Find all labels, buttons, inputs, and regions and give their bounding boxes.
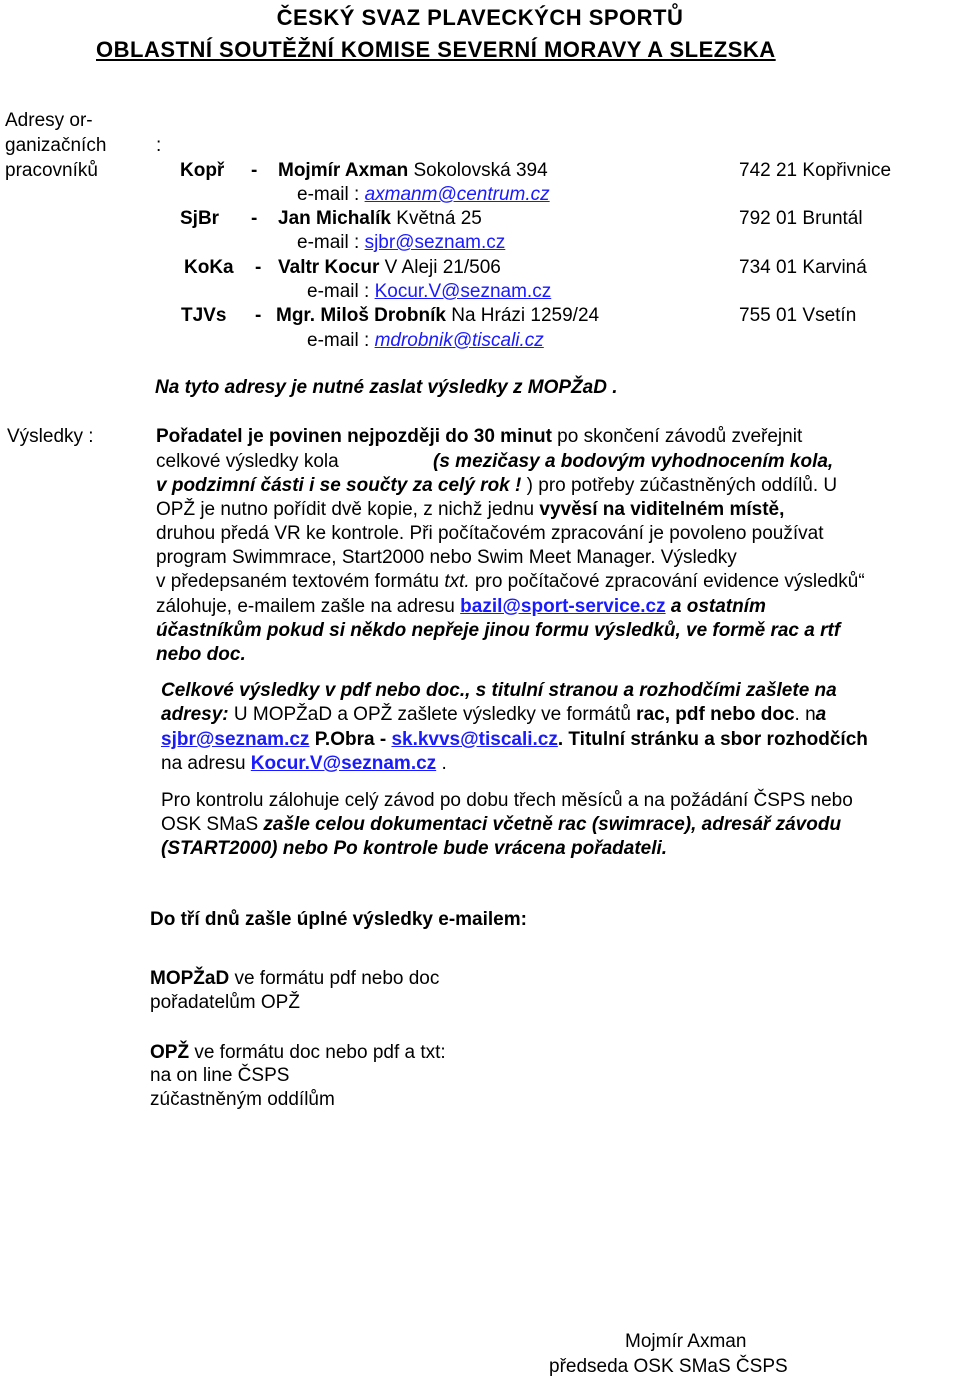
email-link[interactable]: bazil@sport-service.cz [460,596,666,617]
signature-name: Mojmír Axman [625,1331,747,1352]
text: OPŽ je nutno pořídit dvě kopie, z nichž jednu [156,499,540,520]
contact-city: 734 01 Karviná [739,257,867,278]
text: a ostatním [665,596,766,617]
email-link[interactable]: Kocur.V@seznam.cz [374,281,552,302]
text: pořadatelům OPŽ [150,992,300,1013]
text: účastníkům pokud si někdo nepřeje jinou formu výsledků, ve formě rac a rtf [156,620,841,641]
contact-code: TJVs [181,305,227,326]
text: txt. [444,571,470,592]
contact-street: V Aleji 21/506 [384,257,501,278]
text: pro počítačové zpracování evidence výsledků“ [469,571,865,592]
three-days-heading: Do tří dnů zašle úplné výsledky e-mailem: [150,909,527,930]
addresses-label-3: pracovníků [5,160,98,181]
email-link[interactable]: sk.kvvs@tiscali.cz [391,729,558,750]
header-subtitle: OBLASTNÍ SOUTĚŽNÍ KOMISE SEVERNÍ MORAVY A SLEZSKA [96,37,776,62]
text: Pro kontrolu zálohuje celý závod po dobu třech měsíců a na požádání ČSPS nebo [161,790,853,811]
addresses-label-2: ganizačních [5,135,107,156]
text: OPŽ [150,1042,190,1063]
text: zašle celou dokumentaci včetně rac (swimrace), adresář závodu [263,814,842,835]
text: ve formátu doc nebo pdf a txt: [189,1042,446,1063]
text: zálohuje, e-mailem zašle na adresu [156,596,461,617]
send-results-note: Na tyto adresy je nutné zaslat výsledky z MOPŽaD . [155,377,618,398]
addresses-colon: : [156,135,162,156]
text: (s mezičasy a bodovým vyhodnocením kola, [433,451,834,472]
text: MOPŽaD [150,968,230,989]
text: po skončení závodů zveřejnit [551,426,803,447]
text: (START2000) nebo Po kontrole bude vrácena pořadateli. [161,838,668,859]
contact-dash: - [255,305,262,326]
header-title: ČESKÝ SVAZ PLAVECKÝCH SPORTŮ [276,5,684,30]
text: OSK SMaS [161,814,264,835]
text: druhou předá VR ke kontrole. Při počítačovém zpracování je povoleno používat [156,523,824,544]
text: Pořadatel je povinen nejpozději do 30 minut [156,426,552,447]
email-link[interactable]: axmanm@centrum.cz [364,184,550,205]
email-link[interactable]: Kocur.V@seznam.cz [250,753,437,774]
email-label: e-mail : [297,232,365,253]
contact-street: Sokolovská 394 [413,160,548,181]
contact-city: 742 21 Kopřivnice [739,160,892,181]
addresses-label-1: Adresy or- [5,110,93,131]
text: . [436,753,447,774]
contact-city: 755 01 Vsetín [739,305,857,326]
contact-code: KoKa [184,257,234,278]
text: . n [794,704,816,725]
email-link[interactable]: sjbr@seznam.cz [364,232,506,253]
email-label: e-mail : [307,281,375,302]
text: program Swimmrace, Start2000 nebo Swim Meet Manager. Výsledky [156,547,737,568]
contact-name: Mgr. Miloš Drobník [276,305,446,326]
text: ve formátu pdf nebo doc [229,968,440,989]
contact-name: Jan Michalík [278,208,391,229]
contact-dash: - [251,160,258,181]
text: rac, pdf nebo doc [636,704,795,725]
text: U MOPŽaD a OPŽ zašlete výsledky ve formátů [233,704,637,725]
contact-city: 792 01 Bruntál [739,208,863,229]
contact-code: Kopř [180,160,225,181]
text: P.Obra - [309,729,392,750]
text: v podzimní části i se součty za celý rok ! [156,475,527,496]
text: a [815,704,827,725]
text: zúčastněným oddílům [150,1089,335,1110]
contact-dash: - [255,257,262,278]
text: celkové výsledky kola [156,451,339,472]
email-label: e-mail : [307,330,375,351]
text: nebo doc. [156,644,246,665]
text: ) pro potřeby zúčastněných oddílů. U [526,475,838,496]
contact-code: SjBr [180,208,220,229]
contact-street: Květná 25 [396,208,482,229]
text: . Titulní stránku a sbor rozhodčích [557,729,868,750]
text: v předepsaném textovém formátu [156,571,445,592]
text: vyvěsí na viditelném místě, [539,499,785,520]
text: na adresu [161,753,251,774]
results-label: Výsledky : [7,426,94,447]
email-link[interactable]: mdrobnik@tiscali.cz [374,330,544,351]
text: adresy: [161,704,234,725]
text: Celkové výsledky v pdf nebo doc., s titulní stranou a rozhodčími zašlete na [161,680,837,701]
signature-role: předseda OSK SMaS ČSPS [549,1356,788,1377]
email-label: e-mail : [297,184,365,205]
text: na on line ČSPS [150,1065,290,1086]
contact-street: Na Hrázi 1259/24 [451,305,600,326]
contact-name: Valtr Kocur [278,257,380,278]
contact-name: Mojmír Axman [278,160,409,181]
contact-dash: - [251,208,258,229]
email-link[interactable]: sjbr@seznam.cz [161,729,310,750]
